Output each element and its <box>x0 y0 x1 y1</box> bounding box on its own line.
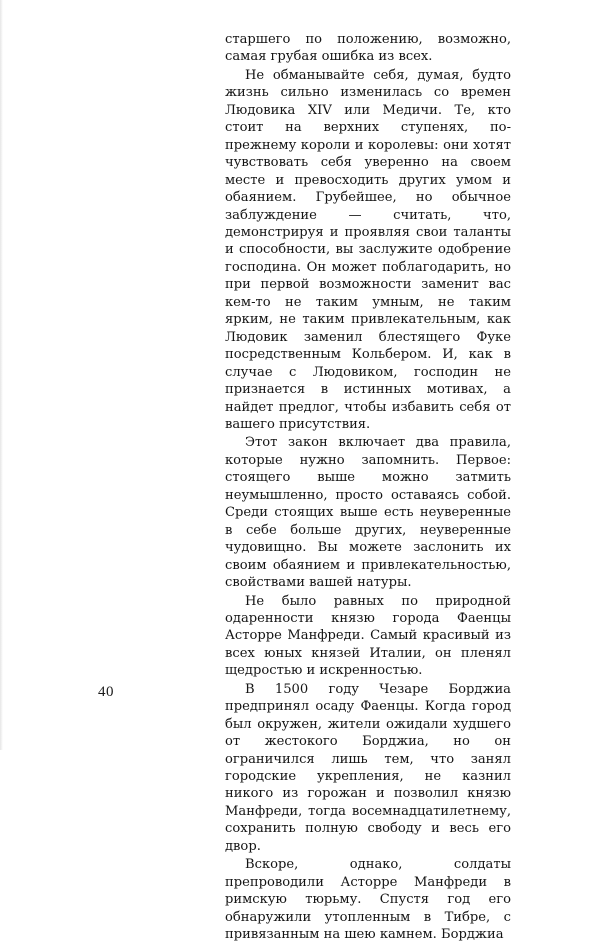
paragraph: Этот закон включает два правила, которые нужно запомнить. Первое: стоящего выше можно затмить неумышленно, просто оставаясь собой. Среди стоящих выше есть неуверенные в себе больше других, неуверенные чудовищно. Вы можете заслонить их своим обаянием и привлекательностью, свойствами вашей натуры. <box>225 435 511 591</box>
page-edge-shadow <box>0 0 3 750</box>
paragraph: Вскоре, однако, солдаты препроводили Асторре Манфреди в римскую тюрьму. Спустя год его обнаружили утопленным в Тибре, с привязанным на шею камнем. Борджиа <box>225 857 511 943</box>
paragraph: Не было равных по природной одаренности князю города Фаенцы Асторре Манфреди. Самый красивый из всех юных князей Италии, он пленял щедростью и искренностью. <box>225 593 511 679</box>
paragraph: В 1500 году Чезаре Борджиа предпринял осаду Фаенцы. Когда город был окружен, жители ожидали худшего от жестокого Борджиа, но он ограничился лишь тем, что занял городские укрепления, не казнил никого из горожан и позволил князю Манфреди, тогда восемнадцатилетнему, сохранить полную свободу и весь его двор. <box>225 681 511 854</box>
paragraph-continued: старшего по положению, возможно, самая грубая ошибка из всех. <box>225 32 511 65</box>
paragraph: Не обманывайте себя, думая, будто жизнь сильно изменилась со времен Людовика XIV или Медичи. Те, кто стоит на верхних ступенях, по-прежнему короли и королевы: они хотят чувствовать себя уверенно на своем месте и превосходить других умом и обаянием. Грубейшее, но обычное заблуждение — считать, что, демонстрируя и проявляя свои таланты и способности, вы заслужите одобрение господина. Он может поблагодарить, но при первой возможности заменит вас кем-то не таким умным, не таким ярким, не таким привлекательным, как Людовик заменил блестящего Фуке посредственным Кольбером. И, как в случае с Людовиком, господин не признается в истинных мотивах, а найдет предлог, чтобы избавить себя от вашего присутствия. <box>225 67 511 432</box>
text-column <box>225 31 511 944</box>
page-number: 40 <box>98 684 114 700</box>
